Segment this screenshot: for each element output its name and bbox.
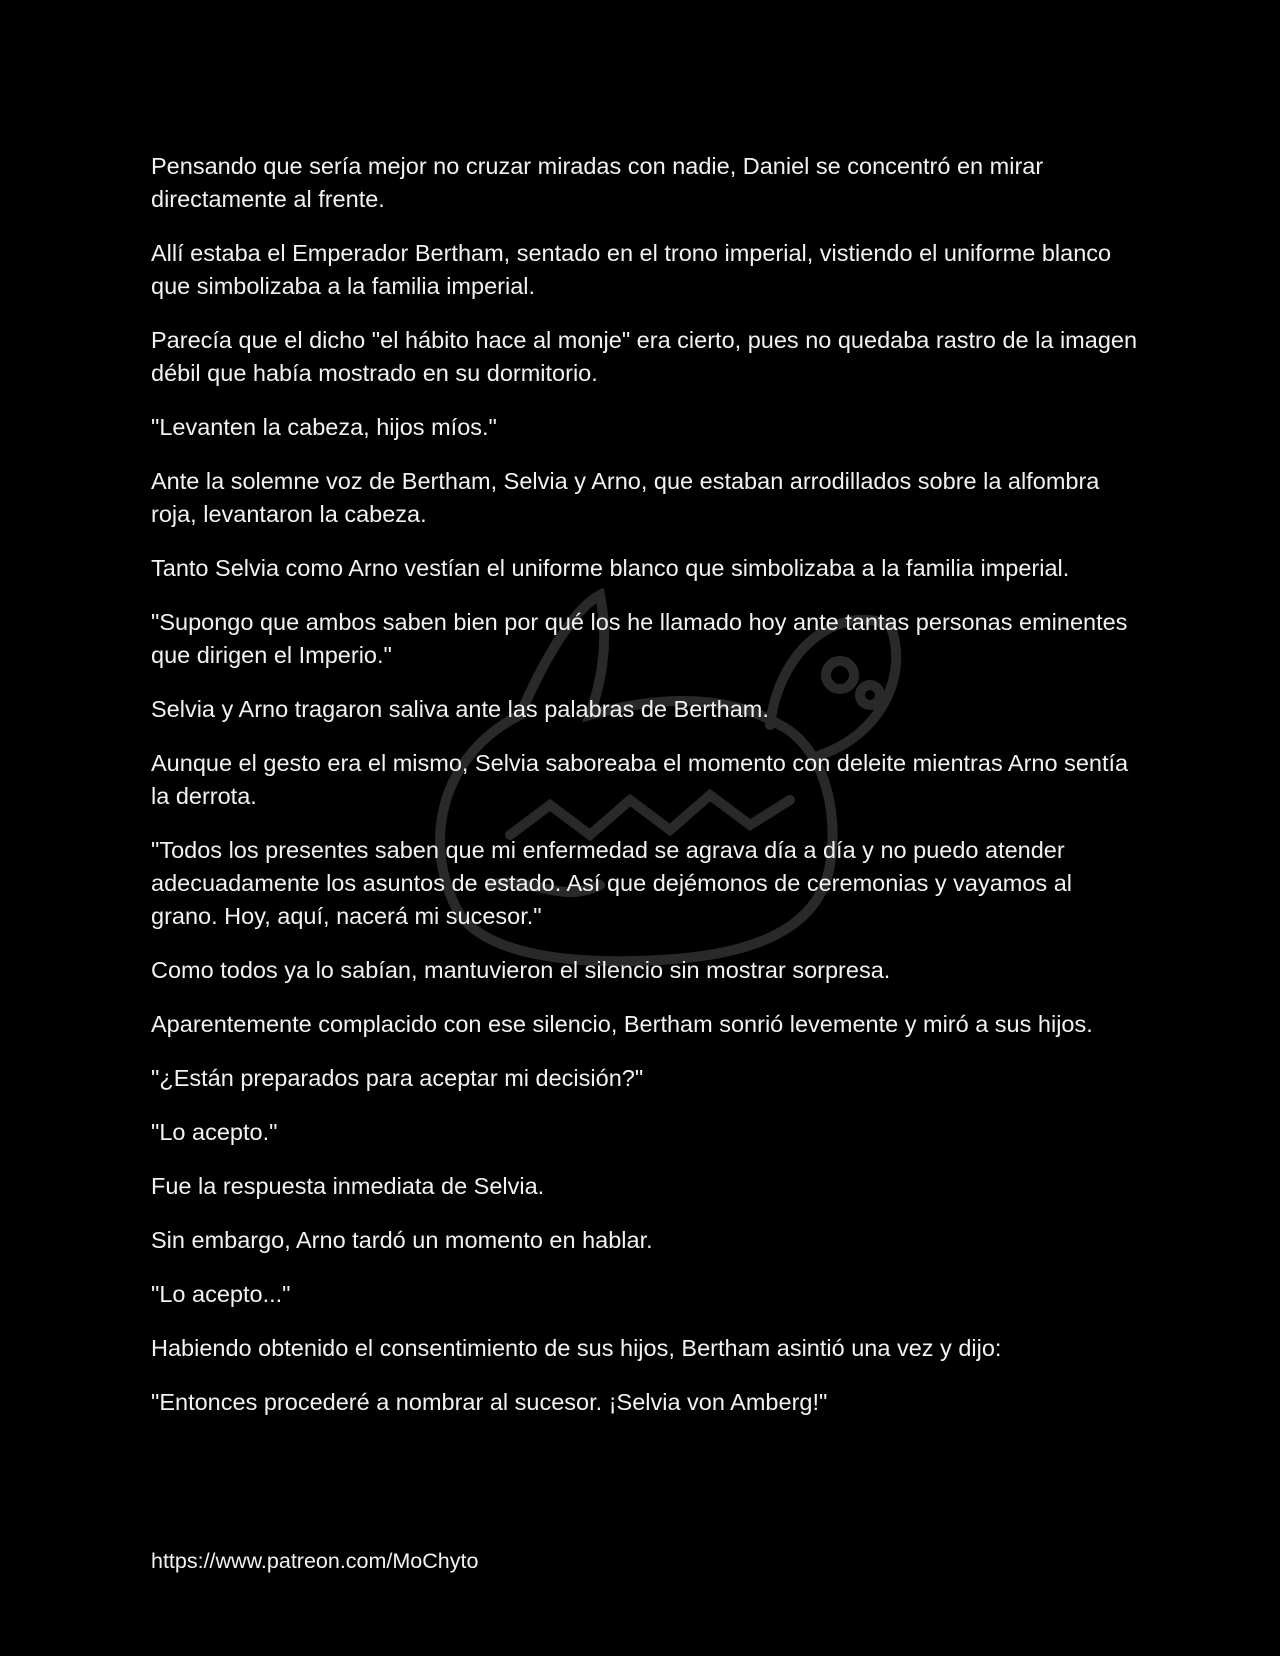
paragraph: "Lo acepto." [151, 1119, 278, 1145]
paragraph: "Levanten la cabeza, hijos míos." [151, 414, 497, 440]
paragraph: Como todos ya lo sabían, mantuvieron el silencio sin mostrar sorpresa. [151, 957, 891, 983]
paragraph: Parecía que el dicho "el hábito hace al monje" era cierto, pues no quedaba rastro de la imagen débil que había mostrado en su dormitorio. [151, 327, 1138, 386]
paragraph: "Lo acepto..." [151, 1281, 291, 1307]
paragraph: Allí estaba el Emperador Bertham, sentado en el trono imperial, vistiendo el uniforme blanco que simbolizaba a la familia imperial. [151, 240, 1112, 299]
paragraph: Aparentemente complacido con ese silencio, Bertham sonrió levemente y miró a sus hijos. [151, 1011, 1093, 1037]
paragraph: Pensando que sería mejor no cruzar miradas con nadie, Daniel se concentró en mirar directamente al frente. [151, 153, 1044, 212]
patreon-link[interactable]: https://www.patreon.com/MoChyto [151, 1549, 479, 1573]
paragraph: Sin embargo, Arno tardó un momento en hablar. [151, 1227, 653, 1253]
paragraph: "¿Están preparados para aceptar mi decisión?" [151, 1065, 644, 1091]
paragraph: Fue la respuesta inmediata de Selvia. [151, 1173, 545, 1199]
paragraph: Ante la solemne voz de Bertham, Selvia y Arno, que estaban arrodillados sobre la alfombra roja, levantaron la cabeza. [151, 468, 1100, 527]
paragraph: "Todos los presentes saben que mi enfermedad se agrava día a día y no puedo atender adecuadamente los asuntos de estado. Así que dejémonos de ceremonias y vayamos al grano. Hoy, aquí, nacerá mi sucesor." [151, 837, 1072, 929]
paragraph: "Supongo que ambos saben bien por qué los he llamado hoy ante tantas personas eminentes que dirigen el Imperio." [151, 609, 1128, 668]
paragraph: Aunque el gesto era el mismo, Selvia saboreaba el momento con deleite mientras Arno sentía la derrota. [151, 750, 1129, 809]
paragraph: "Entonces procederé a nombrar al sucesor. ¡Selvia von Amberg!" [151, 1389, 828, 1415]
paragraph: Tanto Selvia como Arno vestían el uniforme blanco que simbolizaba a la familia imperial. [151, 555, 1070, 581]
paragraph: Habiendo obtenido el consentimiento de sus hijos, Bertham asintió una vez y dijo: [151, 1335, 1002, 1361]
paragraph: Selvia y Arno tragaron saliva ante las palabras de Bertham. [151, 696, 769, 722]
chapter-text [151, 150, 1141, 1440]
